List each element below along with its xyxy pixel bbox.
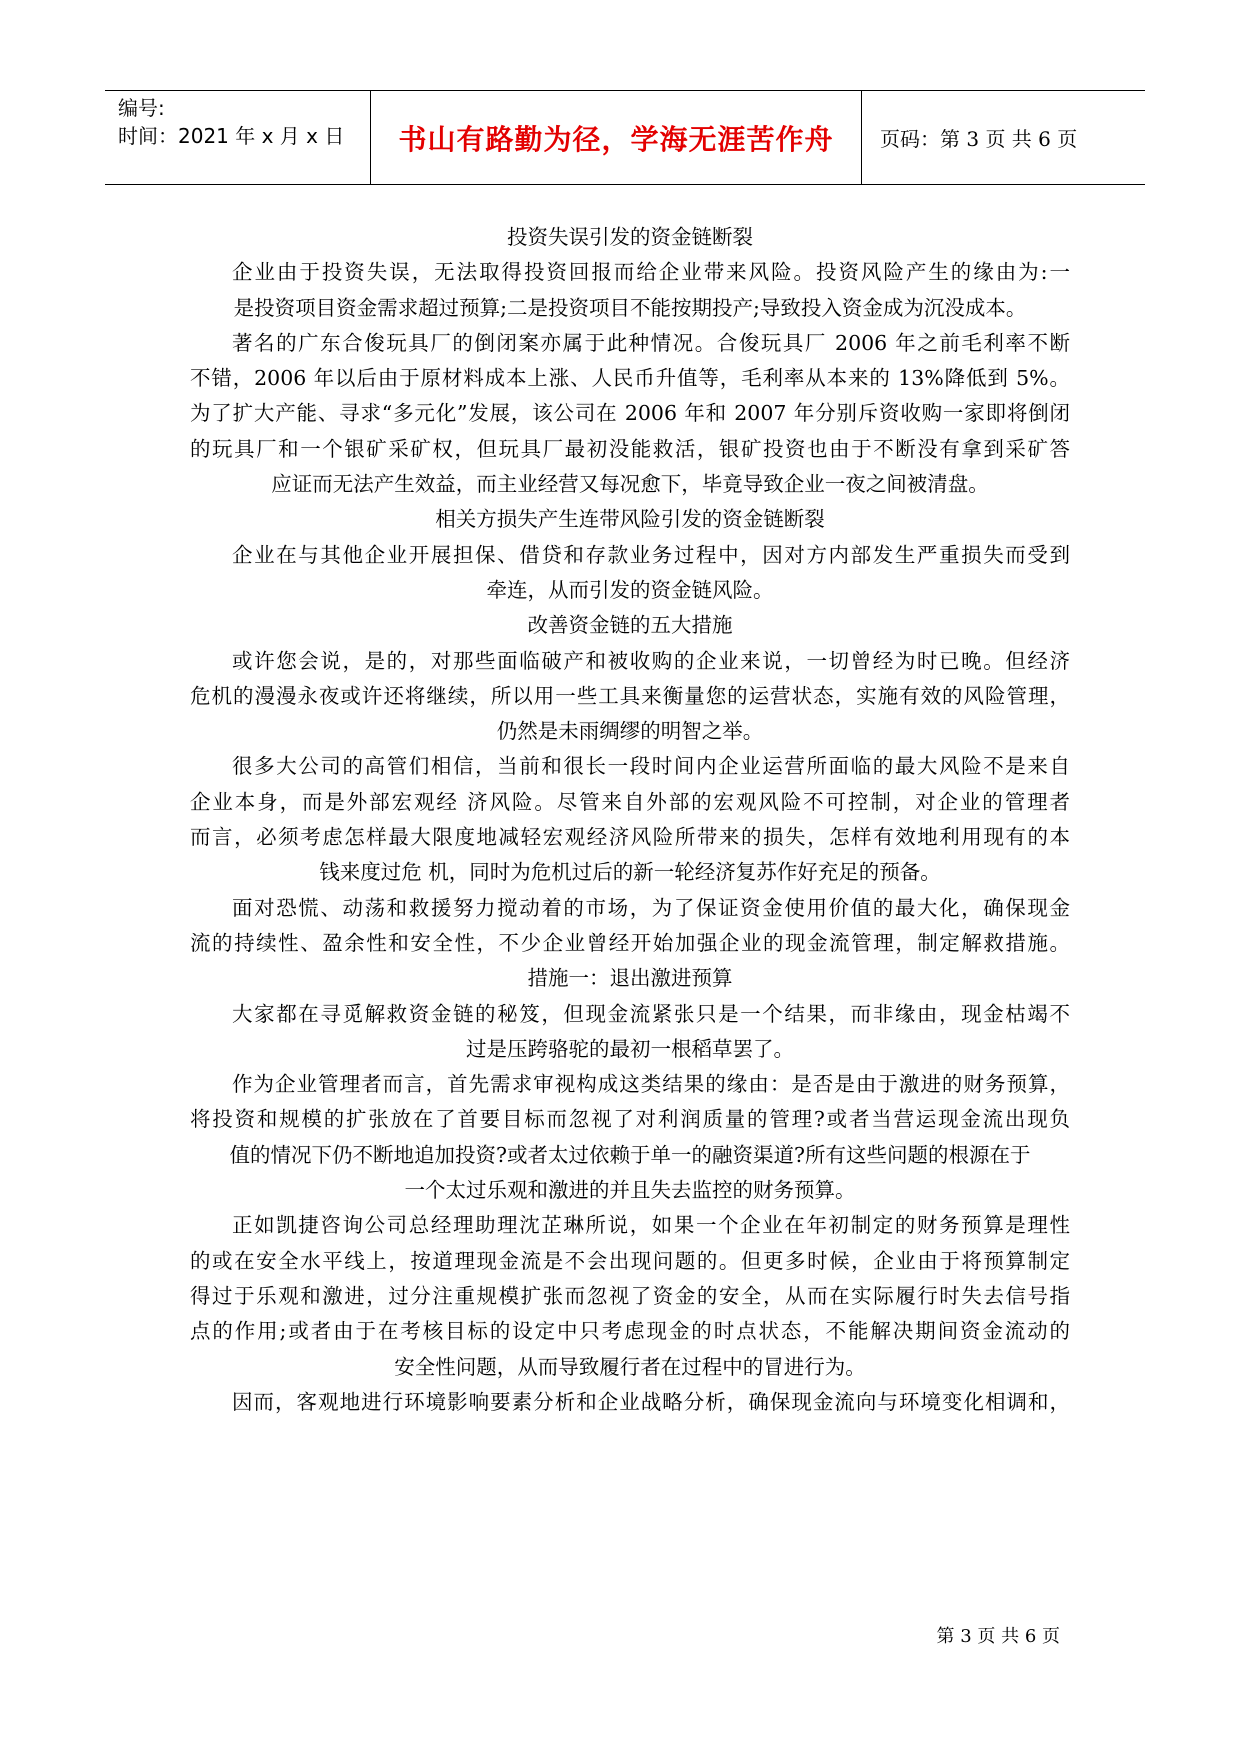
paragraph-line: 企业本身，而是外部宏观经 济风险。尽管来自外部的宏观风险不可控制，对企业的管理者 <box>190 789 1070 814</box>
header-page-cell <box>862 91 1145 184</box>
page-footer: 第 3 页 共 6 页 <box>936 1626 1060 1647</box>
paragraph-line: 将投资和规模的扩张放在了首要目标而忽视了对利润质量的管理?或者当营运现金流出现负 <box>190 1107 1070 1132</box>
paragraph-line: 的或在安全水平线上，按道理现金流是不会出现问题的。但更多时候，企业由于将预算制定 <box>190 1248 1070 1273</box>
paragraph-line: 过是压跨骆驼的最初一根稻草罢了。 <box>466 1036 794 1061</box>
paragraph-line: 或许您会说，是的，对那些面临破产和被收购的企业来说，一切曾经为时已晚。但经济 <box>232 648 1070 673</box>
header-motto-cell <box>371 91 862 184</box>
paragraph-line: 值的情况下仍不断地追加投资?或者太过依赖于单一的融资渠道?所有这些问题的根源在于 <box>229 1142 1031 1167</box>
paragraph-line: 安全性问题，从而导致履行者在过程中的冒进行为。 <box>394 1354 866 1379</box>
section-heading: 相关方损失产生连带风险引发的资金链断裂 <box>435 507 825 532</box>
paragraph-line: 企业由于投资失误，无法取得投资回报而给企业带来风险。投资风险产生的缘由为:一 <box>232 260 1070 285</box>
paragraph-line: 牵连，从而引发的资金链风险。 <box>486 577 774 602</box>
paragraph-line: 钱来度过危 机，同时为危机过后的新一轮经济复苏作好充足的预备。 <box>319 860 941 885</box>
paragraph-line: 面对恐慌、动荡和救援努力搅动着的市场，为了保证资金使用价值的最大化，确保现金 <box>232 895 1070 920</box>
header-motto: 书山有路勤为径，学海无涯苦作舟 <box>398 122 834 156</box>
paragraph-line: 很多大公司的高管们相信，当前和很长一段时间内企业运营所面临的最大风险不是来自 <box>232 754 1070 779</box>
paragraph-line: 因而，客观地进行环境影响要素分析和企业战略分析，确保现金流向与环境变化相调和， <box>232 1389 1070 1414</box>
paragraph-line: 流的持续性、盈余性和安全性，不少企业曾经开始加强企业的现金流管理，制定解救措施。 <box>190 930 1070 955</box>
page-header <box>105 90 1145 185</box>
paragraph-line: 为了扩大产能、寻求“多元化”发展，该公司在 2006 年和 2007 年分别斥资收购一家即将倒闭 <box>190 401 1070 426</box>
paragraph-line: 企业在与其他企业开展担保、借贷和存款业务过程中，因对方内部发生严重损失而受到 <box>232 542 1070 567</box>
paragraph-line: 著名的广东合俊玩具厂的倒闭案亦属于此种情况。合俊玩具厂 2006 年之前毛利率不断 <box>232 330 1070 355</box>
paragraph-line: 正如凯捷咨询公司总经理助理沈芷琳所说，如果一个企业在年初制定的财务预算是理性 <box>232 1213 1070 1238</box>
paragraph-line: 而言，必须考虑怎样最大限度地减轻宏观经济风险所带来的损失，怎样有效地利用现有的本 <box>190 825 1070 850</box>
paragraph-line: 是投资项目资金需求超过预算;二是投资项目不能按期投产;导致投入资金成为沉没成本。 <box>233 295 1027 320</box>
paragraph-line: 得过于乐观和激进，过分注重规模扩张而忽视了资金的安全，从而在实际履行时失去信号指 <box>190 1283 1070 1308</box>
paragraph-line: 的玩具厂和一个银矿采矿权，但玩具厂最初没能救活，银矿投资也由于不断没有拿到采矿答 <box>190 436 1070 461</box>
paragraph-line: 仍然是未雨绸缪的明智之举。 <box>496 719 764 744</box>
document-time-label: 时间：2021 年 x 月 x 日 <box>118 124 345 148</box>
section-heading: 措施一：退出激进预算 <box>527 966 733 991</box>
document-number-label: 编号: <box>118 96 165 120</box>
paragraph-line: 不错，2006 年以后由于原材料成本上涨、人民币升值等，毛利率从本来的 13%降低到 5%。 <box>190 366 1070 391</box>
paragraph-line: 大家都在寻觅解救资金链的秘笈，但现金流紧张只是一个结果，而非缘由，现金枯竭不 <box>232 1001 1070 1026</box>
header-info-cell <box>105 91 371 184</box>
paragraph-line: 危机的漫漫永夜或许还将继续，所以用一些工具来衡量您的运营状态，实施有效的风险管理， <box>190 683 1070 708</box>
section-heading: 改善资金链的五大措施 <box>527 613 733 638</box>
paragraph-line: 作为企业管理者而言，首先需求审视构成这类结果的缘由：是否是由于激进的财务预算， <box>232 1072 1070 1097</box>
section-heading: 投资失误引发的资金链断裂 <box>507 225 753 249</box>
document-body <box>190 220 1070 1420</box>
paragraph-line: 点的作用;或者由于在考核目标的设定中只考虑现金的时点状态，不能解决期间资金流动的 <box>190 1319 1070 1344</box>
paragraph-line: 一个太过乐观和激进的并且失去监控的财务预算。 <box>404 1178 856 1203</box>
paragraph-line: 应证而无法产生效益，而主业经营又每况愈下，毕竟导致企业一夜之间被清盘。 <box>271 472 989 497</box>
header-page-code: 页码：第 3 页 共 6 页 <box>880 127 1078 151</box>
